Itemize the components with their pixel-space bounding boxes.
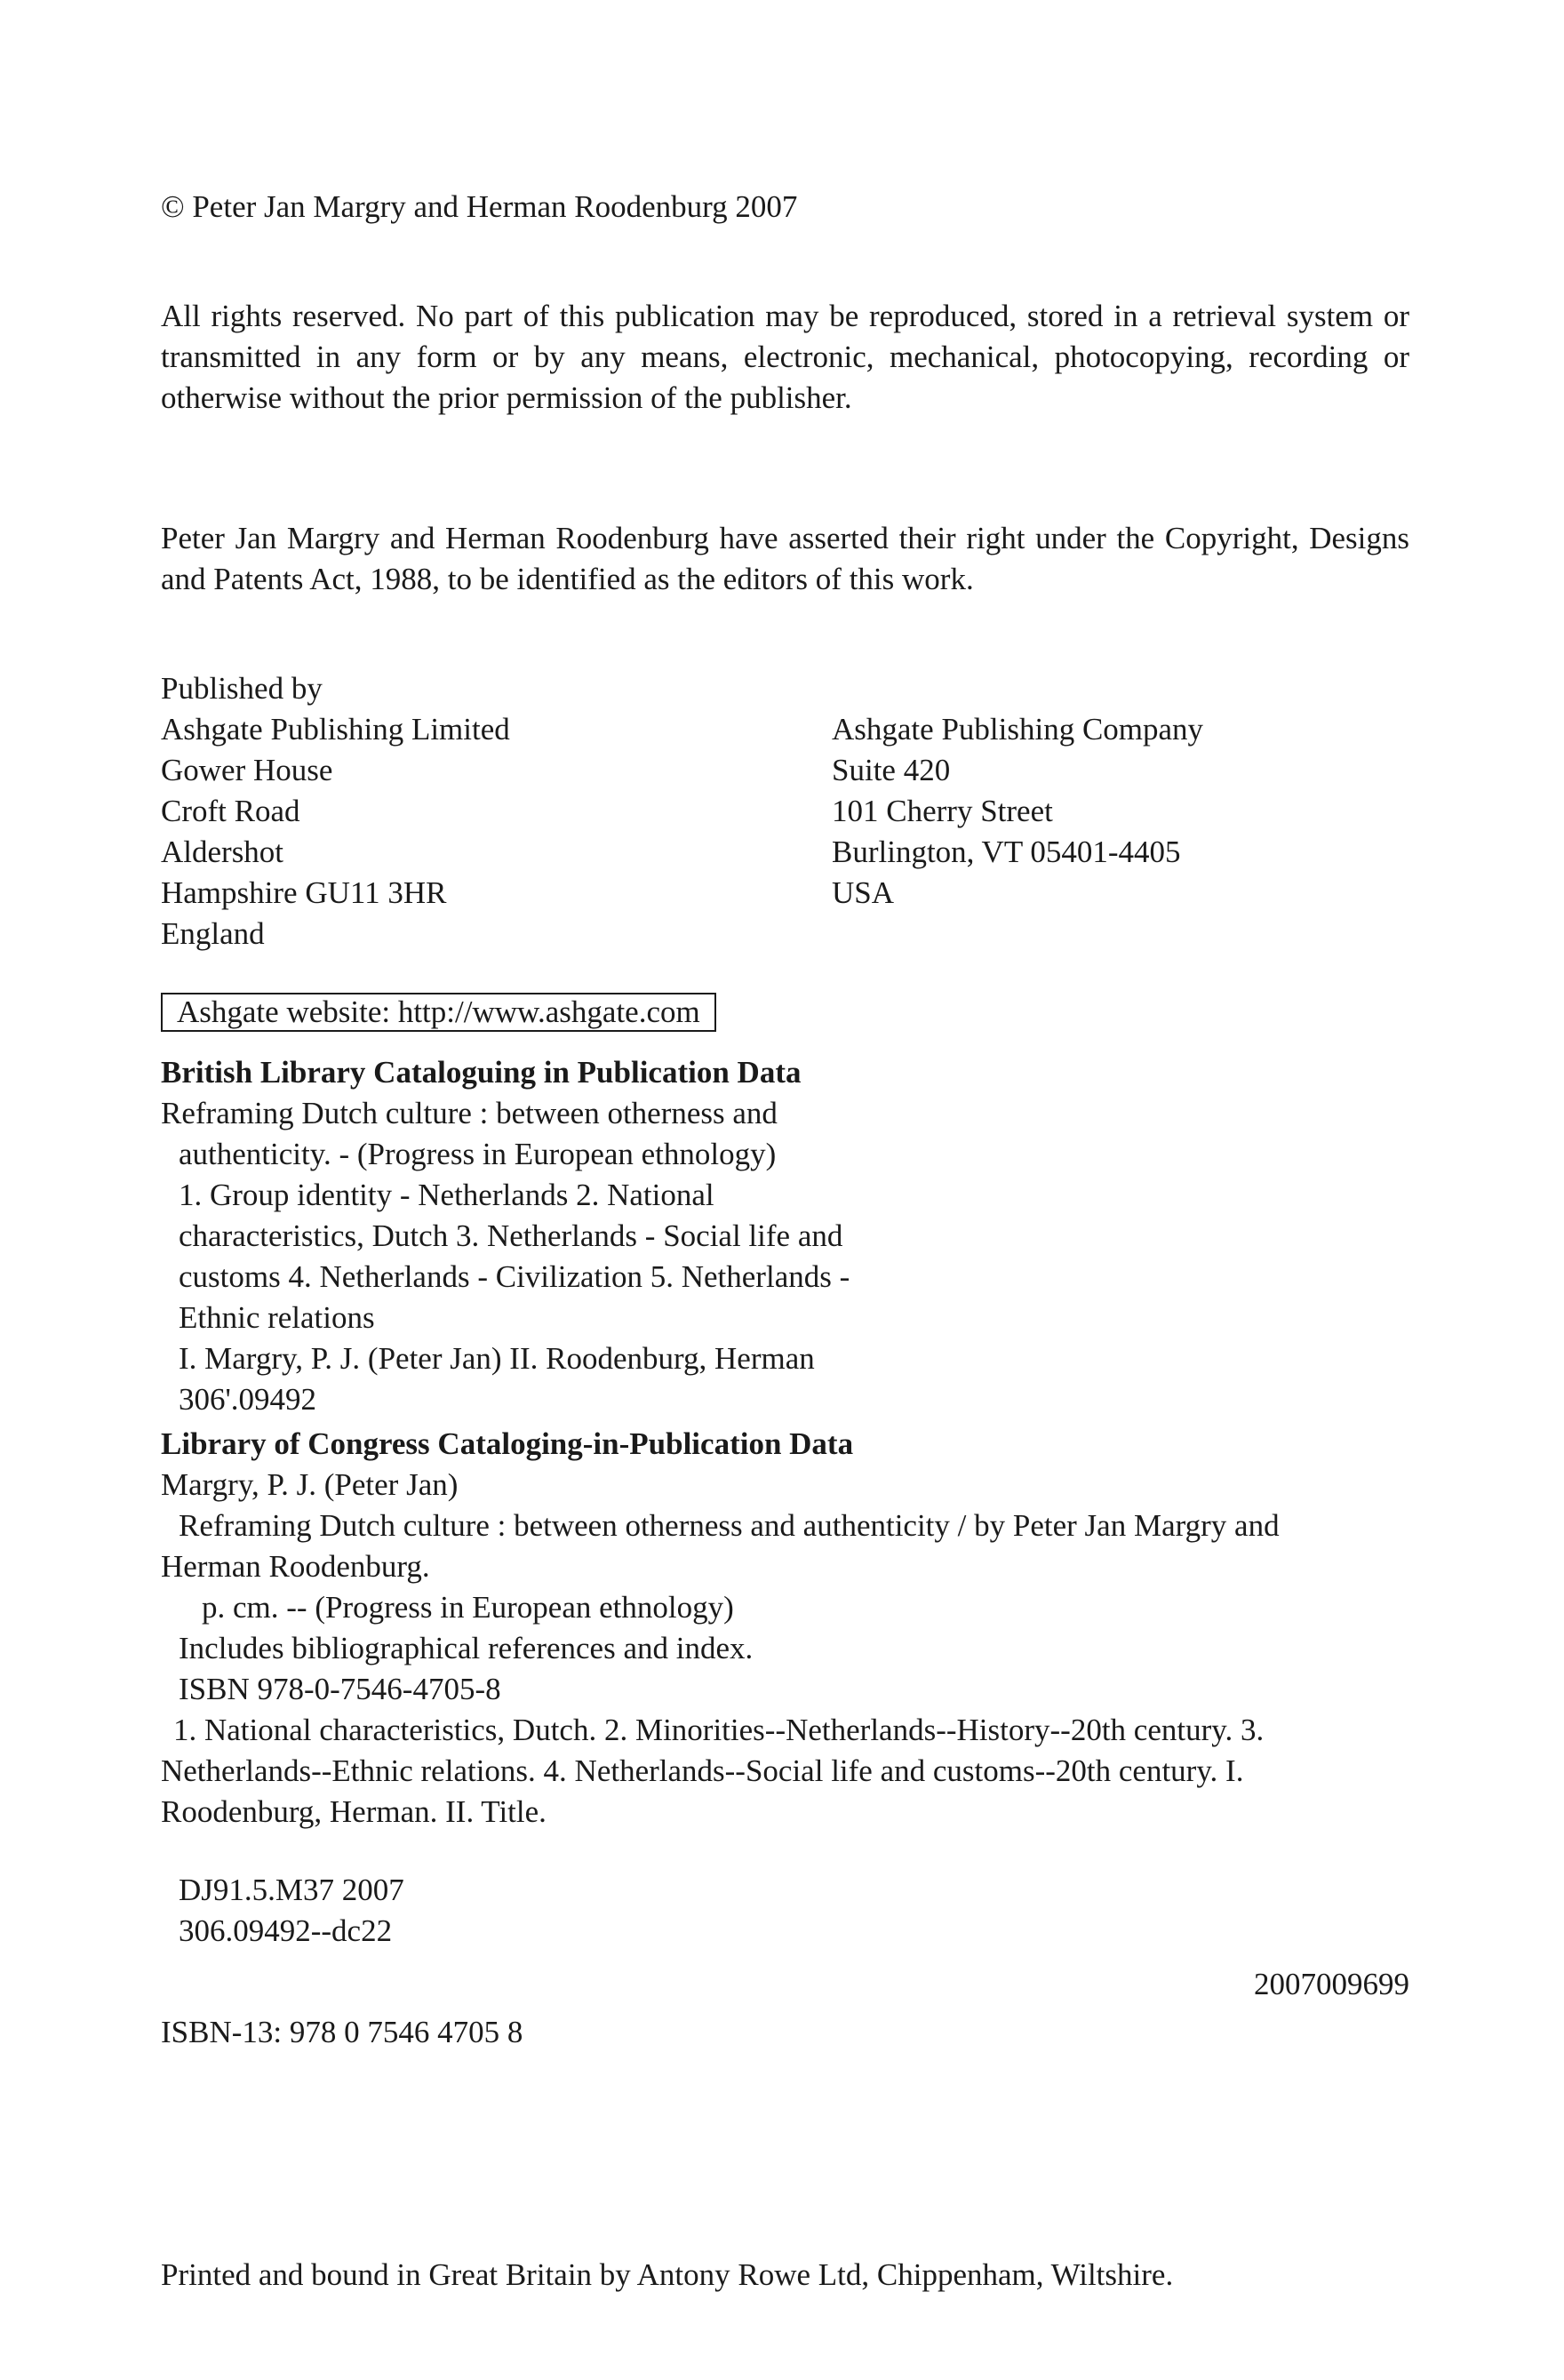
address-line: Ashgate Publishing Limited [161, 712, 510, 747]
loc-title-line: Herman Roodenburg. [161, 1549, 430, 1584]
bl-line: customs 4. Netherlands - Civilization 5. Netherlands - [179, 1259, 850, 1294]
bl-line: characteristics, Dutch 3. Netherlands - Social life and [179, 1218, 843, 1253]
address-line: Gower House [161, 753, 333, 787]
isbn-13: ISBN-13: 978 0 7546 4705 8 [161, 2015, 523, 2049]
us-publisher-address [832, 709, 1409, 954]
bl-line: 1. Group identity - Netherlands 2. National [179, 1178, 714, 1212]
printer-statement: Printed and bound in Great Britain by Antony Rowe Ltd, Chippenham, Wiltshire. [161, 2257, 1174, 2292]
loc-author: Margry, P. J. (Peter Jan) [161, 1467, 459, 1502]
address-line: Aldershot [161, 835, 284, 869]
moral-rights-assertion: Peter Jan Margry and Herman Roodenburg have asserted their right under the Copyright, Designs and Patents Act, 1988, to be identified as the editors of this work. [161, 521, 1409, 596]
publisher-addresses [161, 709, 1409, 954]
bl-heading: British Library Cataloguing in Publication Data [161, 1055, 802, 1090]
address-line: England [161, 916, 265, 951]
loc-subjects-line: Netherlands--Ethnic relations. 4. Netherlands--Social life and customs--20th century. I. [161, 1753, 1244, 1788]
uk-publisher-address [161, 709, 832, 954]
loc-subjects-line: 1. National characteristics, Dutch. 2. Minorities--Netherlands--History--20th century. 3. [173, 1713, 1265, 1747]
bl-line: Ethnic relations [179, 1300, 375, 1335]
bl-title-line: Reframing Dutch culture : between otherness and [161, 1096, 778, 1130]
copyright-page [161, 187, 1409, 2053]
bl-line: I. Margry, P. J. (Peter Jan) II. Roodenburg, Herman [179, 1341, 815, 1376]
address-line: Croft Road [161, 794, 300, 828]
address-line: 101 Cherry Street [832, 794, 1053, 828]
website-box: Ashgate website: http://www.ashgate.com [161, 993, 716, 1032]
copyright-notice: © Peter Jan Margry and Herman Roodenburg 2007 [161, 189, 798, 224]
bl-line: authenticity. - (Progress in European ethnology) [179, 1137, 777, 1171]
loc-includes: Includes bibliographical references and index. [179, 1631, 754, 1665]
loc-dewey: 306.09492--dc22 [179, 1913, 393, 1948]
loc-pcm: p. cm. -- (Progress in European ethnology) [202, 1590, 734, 1625]
address-line: Burlington, VT 05401-4405 [832, 835, 1181, 869]
address-line: Hampshire GU11 3HR [161, 875, 447, 910]
address-line: USA [832, 875, 895, 910]
loc-control-number: 2007009699 [1254, 1967, 1409, 2001]
bl-line: 306'.09492 [179, 1382, 317, 1417]
bl-record [161, 1134, 1409, 1420]
loc-isbn: ISBN 978-0-7546-4705-8 [179, 1672, 501, 1706]
loc-subjects-line: Roodenburg, Herman. II. Title. [161, 1794, 547, 1829]
loc-title-line: Reframing Dutch culture : between otherness and authenticity / by Peter Jan Margry and [179, 1508, 1280, 1543]
address-line: Suite 420 [832, 753, 951, 787]
published-by-label: Published by [161, 671, 323, 706]
loc-classification: DJ91.5.M37 2007 [179, 1873, 404, 1907]
address-line: Ashgate Publishing Company [832, 712, 1204, 747]
rights-statement: All rights reserved. No part of this publication may be reproduced, stored in a retrieval system or transmitted in any form or by any means, electronic, mechanical, photocopying, recording or otherwise without the prior permission of the publisher. [161, 299, 1409, 415]
loc-heading: Library of Congress Cataloging-in-Publication Data [161, 1426, 854, 1461]
